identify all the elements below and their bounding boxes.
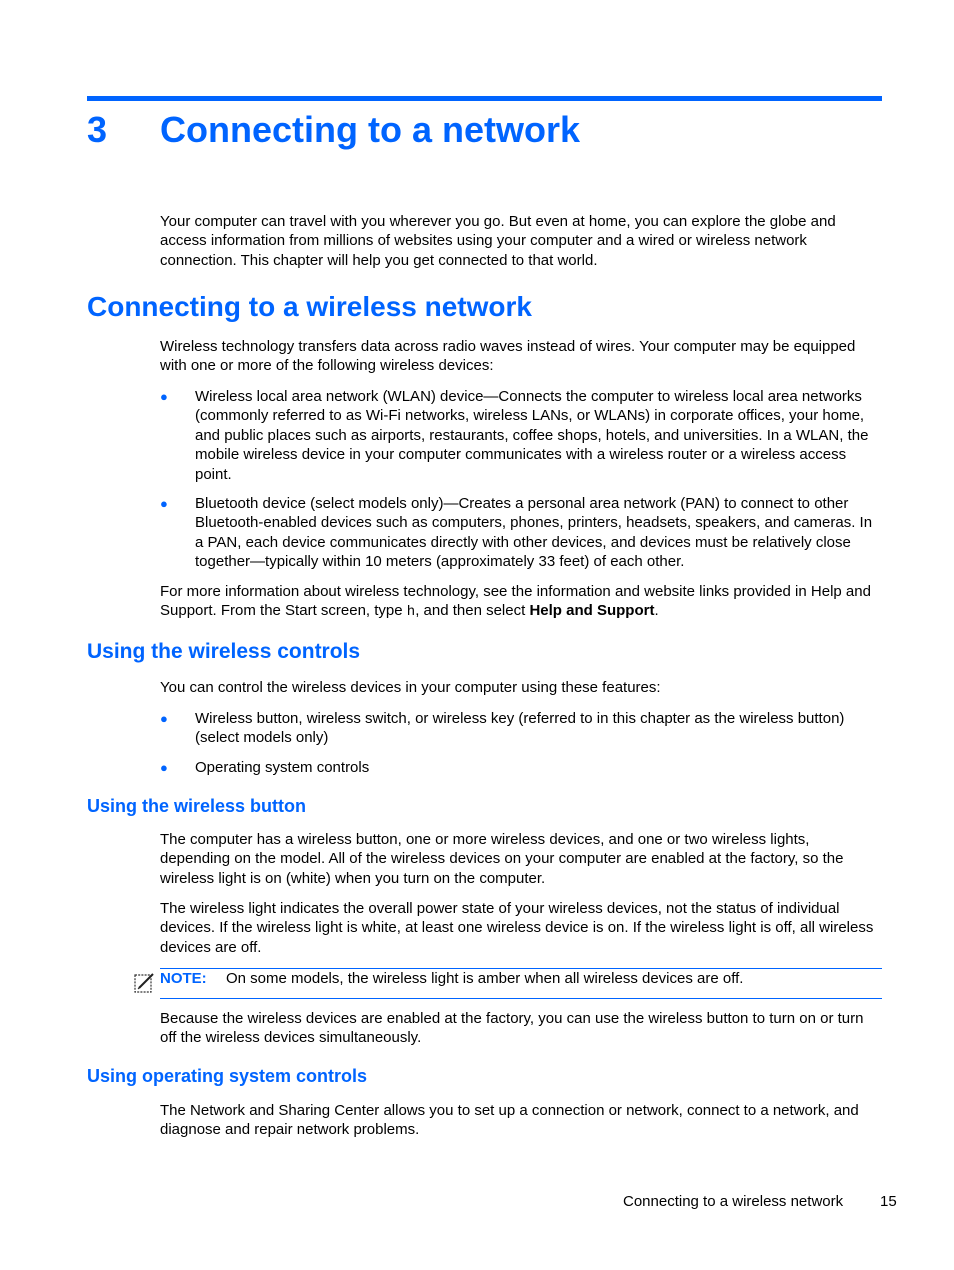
bullet-icon: ● (160, 711, 168, 726)
section-heading-os-controls: Using operating system controls (87, 1066, 368, 1086)
button-paragraph-2: The wireless light indicates the overall power state of your wireless devices, not the status of individual devices. If the wireless light is white, at least one wireless device is on. If the wireless light is off, all wireless devices are off. (160, 900, 874, 956)
footer-section-title: Connecting to a wireless network (623, 1193, 844, 1210)
controls-intro: You can control the wireless devices in your computer using these features: (160, 679, 661, 696)
button-paragraph-1: The computer has a wireless button, one or more wireless devices, and one or two wireless lights, depending on the model. All of the wireless devices on your computer are enabled at the factory, so the wireless light is on (white) when you turn on the computer. (160, 831, 844, 887)
chapter-intro: Your computer can travel with you wherever you go. But even at home, you can explore the globe and access information from millions of websites using your computer and a wired or wireless network connection. This chapter will help you get connected to that world. (160, 213, 836, 269)
key-h: h (406, 604, 416, 621)
more-info-middle: , and then select (415, 602, 530, 620)
note-rule-bottom (160, 998, 882, 999)
section-heading-button: Using the wireless button (87, 796, 307, 816)
more-info-paragraph (160, 582, 882, 623)
footer-page-number: 15 (880, 1193, 897, 1210)
os-controls-paragraph: The Network and Sharing Center allows you to set up a connection or network, connect to a network, and diagnose and repair network problems. (160, 1102, 859, 1139)
section-heading-controls: Using the wireless controls (87, 640, 361, 663)
button-paragraph-3: Because the wireless devices are enabled at the factory, you can use the wireless button to turn on or turn off the wireless devices simultaneously. (160, 1010, 864, 1047)
note-text: On some models, the wireless light is amber when all wireless devices are off. (226, 970, 744, 987)
more-info-text: For more information about wireless technology, see the information and website links provided in Help and Support. From the Start screen, type (160, 583, 871, 620)
chapter-number: 3 (87, 109, 108, 150)
bullet-icon: ● (160, 760, 168, 775)
bullet-icon: ● (160, 389, 168, 404)
list-item-text: Wireless local area network (WLAN) device—Connects the computer to wireless local area networks (commonly referred to as Wi-Fi networks, wireless LANs, or WLANs) in corporate offices, your home, and public places such as airports, restaurants, coffee shops, hotels, and universities. In a WLAN, the mobile wireless device in your computer communicates with a wireless router or a wireless access point. (195, 388, 869, 483)
chapter-rule (87, 96, 882, 101)
chapter-title (87, 108, 580, 152)
help-and-support-label: Help and Support (529, 602, 655, 620)
wireless-intro: Wireless technology transfers data across radio waves instead of wires. Your computer may be equipped with one or more of the following wireless devices: (160, 338, 856, 375)
list-item-text: Bluetooth device (select models only)—Creates a personal area network (PAN) to connect to other Bluetooth-enabled devices such as computers, phones, printers, headsets, speakers, and cameras. In a PAN, each device communicates directly with other devices, and devices must be relatively close together—typically within 10 meters (approximately 33 feet) of each other. (195, 495, 873, 571)
note-pencil-icon (133, 971, 157, 995)
note-label: NOTE: (160, 970, 207, 987)
section-heading-wireless: Connecting to a wireless network (87, 291, 532, 322)
bullet-icon: ● (160, 496, 168, 511)
chapter-title-text: Connecting to a network (160, 109, 581, 150)
list-item-text: Operating system controls (195, 759, 370, 776)
list-item-text: Wireless button, wireless switch, or wireless key (referred to in this chapter as the wireless button) (select models only) (195, 710, 845, 747)
more-info-end: . (654, 602, 659, 620)
